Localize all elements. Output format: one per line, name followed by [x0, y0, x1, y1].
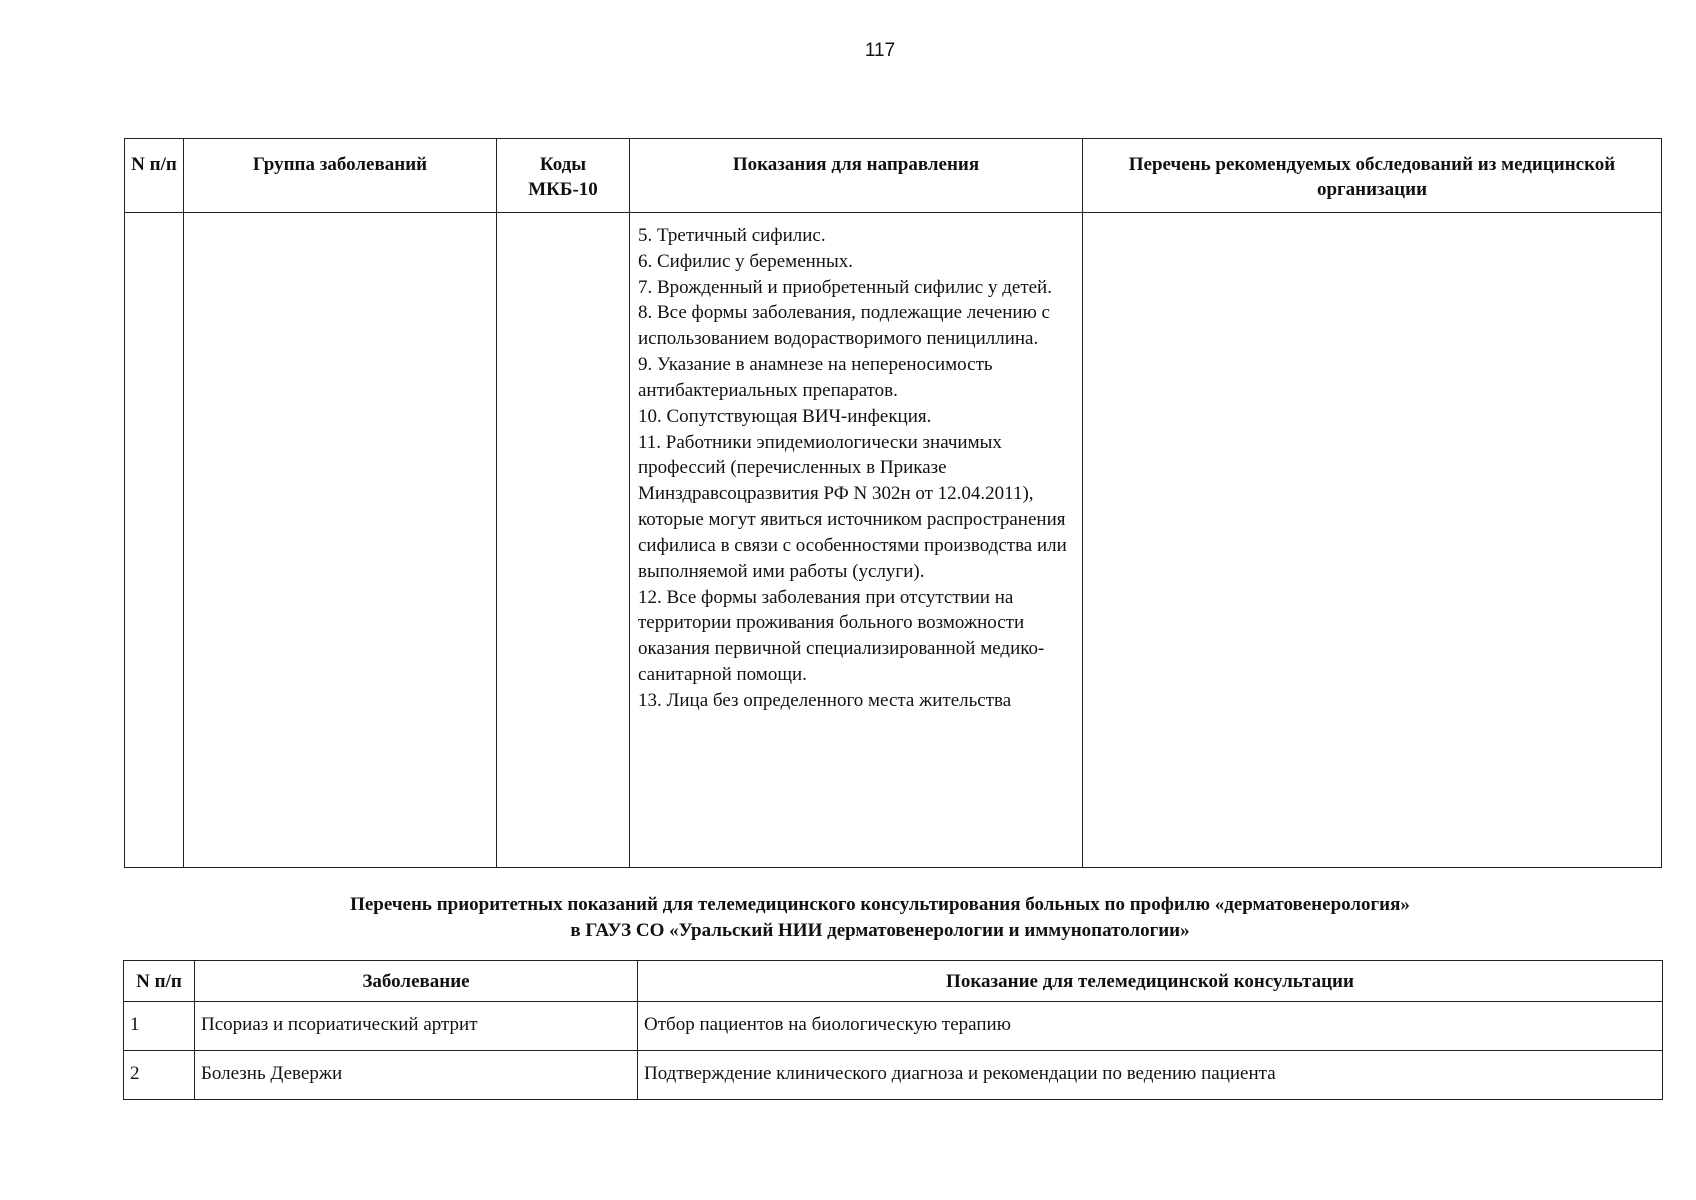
header-codes: Коды МКБ-10	[497, 139, 630, 213]
indication-item: 10. Сопутствующая ВИЧ-инфекция.	[638, 405, 932, 427]
indications-table	[124, 138, 1662, 868]
indication-item: 5. Третичный сифилис.	[638, 225, 826, 246]
header-indication: Показание для телемедицинской консультации	[638, 961, 1663, 1002]
indication-item: 7. Врожденный и приобретенный сифилис у детей.	[638, 276, 1052, 298]
cell-indication: Подтверждение клинического диагноза и рекомендации по ведению пациента	[638, 1051, 1663, 1100]
cell-indication: Отбор пациентов на биологическую терапию	[638, 1002, 1663, 1051]
telemedicine-table	[123, 960, 1663, 1100]
header-num: N п/п	[124, 961, 195, 1002]
table-row	[125, 213, 1662, 868]
table-header-row	[125, 139, 1662, 213]
table-row	[124, 1051, 1663, 1100]
cell-indications	[630, 213, 1083, 868]
cell-codes	[497, 213, 630, 868]
header-disease: Заболевание	[195, 961, 638, 1002]
cell-num	[125, 213, 184, 868]
table-header-row	[124, 961, 1663, 1002]
section-title-line1: Перечень приоритетных показаний для телемедицинского консультирования больных по профилю «дерматовенерология»	[350, 894, 1410, 915]
cell-disease: Болезнь Девержи	[195, 1051, 638, 1100]
header-indications: Показания для направления	[630, 139, 1083, 213]
cell-exams	[1083, 213, 1662, 868]
indication-item: 9. Указание в анамнезе на непереносимость антибактериальных препаратов.	[638, 354, 993, 401]
cell-group	[184, 213, 497, 868]
indication-item: 13. Лица без определенного места жительства	[638, 689, 1012, 711]
indication-item: 8. Все формы заболевания, подлежащие лечению с использованием водорастворимого пенициллина.	[638, 302, 1050, 350]
section-title	[0, 892, 1696, 943]
indication-item: 11. Работники эпидемиологически значимых профессий (перечисленных в Приказе Минздравсоцразвития РФ N 302н от 12.04.2011), которые могут явиться источником распространения сифилиса в связи с особенностями производства или выполняемой ими работы (услуги).	[638, 431, 1067, 582]
section-title-line2: в ГАУЗ СО «Уральский НИИ дерматовенерологии и иммунопатологии»	[570, 919, 1190, 941]
header-group: Группа заболеваний	[184, 139, 497, 213]
cell-disease: Псориаз и псориатический артрит	[195, 1002, 638, 1051]
cell-num: 2	[124, 1051, 195, 1100]
header-num: N п/п	[125, 139, 184, 213]
page-number: 117	[864, 40, 896, 61]
indication-item: 12. Все формы заболевания при отсутствии на территории проживания больного возможности оказания первичной специализированной медико-санитарной помощи.	[638, 586, 1045, 686]
cell-num: 1	[124, 1002, 195, 1051]
table-row	[124, 1002, 1663, 1051]
indication-item: 6. Сифилис у беременных.	[638, 250, 853, 272]
header-exams: Перечень рекомендуемых обследований из медицинской организации	[1083, 139, 1662, 213]
